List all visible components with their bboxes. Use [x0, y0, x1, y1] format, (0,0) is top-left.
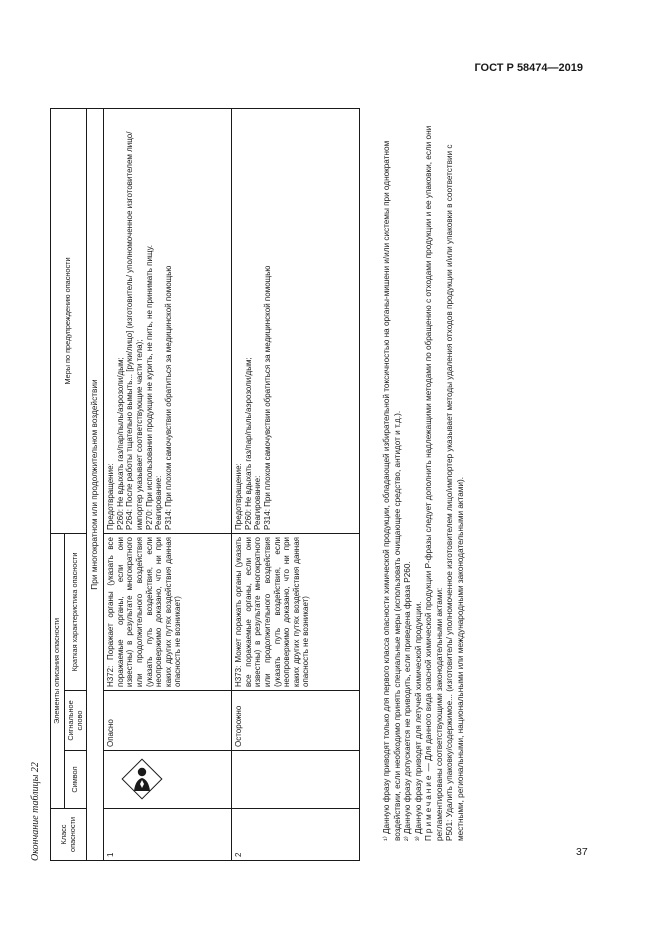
measures-cell [232, 108, 360, 533]
measure-line: Предотвращение: [234, 463, 244, 530]
measure-line: Реагирование: [253, 475, 263, 530]
brief-cell: H372: Поражает органы (указать все поражаемые органы, если они известны) в результате многократного или продолжительного воздействия (указать путь воздействия, если неопровержимо доказано, что ни при каких других путях воздействия данная опасность не возникает) [104, 533, 232, 690]
document-header: ГОСТ Р 58474—2019 [474, 62, 583, 74]
measure-line: P260: Не вдыхать газ/пар/пыль/аэрозоли/дым; [115, 357, 125, 530]
brief-cell: H373: Может поражать органы (указать все поражаемые органы, если они известны) в результате многократного или продолжительного воздействия (указать путь воздействия, если неопровержимо доказано, что ни при каких других путях воздействия данная опасность не возникает) [232, 533, 360, 690]
symbol-cell [232, 751, 360, 809]
health-hazard-icon [120, 758, 164, 802]
footnote-3: ³⁾ Данную фразу приводят для летучей химической продукции. [413, 601, 423, 841]
measures-cell [104, 108, 232, 533]
section-title: При многократном или продолжительном воздействии [87, 108, 104, 860]
note [424, 109, 445, 861]
note-label: Примечание [424, 773, 433, 841]
page-number: 37 [576, 846, 588, 858]
col-measures-header: Меры по предупреждению опасности [51, 108, 87, 533]
signal-word-cell: Опасно [104, 691, 232, 751]
signal-word-cell: Осторожно [232, 691, 360, 751]
class-cell: 2 [232, 809, 360, 861]
class-cell: 1 [104, 809, 232, 861]
footnotes [382, 109, 466, 861]
footnote-2: ²⁾ Данную фразу допускается не приводить, если приведена фраза P260. [403, 561, 412, 841]
col-elements-header: Элементы описания опасности [51, 533, 65, 808]
measure-line: P270: При использовании продукции не курить, не пить, не принимать пищу. [144, 244, 154, 530]
measure-line: P264: После работы тщательно вымыть... [руки/лицо] (изготовитель/ уполномоченное изготовителем лицо/импортер указывает соответствующие части тела); [125, 131, 144, 530]
table-row [104, 108, 232, 860]
col-brief-header: Краткая характеристика опасности [64, 533, 87, 690]
hazard-table [50, 108, 360, 861]
measure-line: P314: При плохом самочувствии обратиться за медицинской помощью [163, 265, 173, 530]
note-text: — Для данного вида опасной химической продукции Р-фразы следует дополнить надлежащими методами по обращению с отходами продукции и ее упаковки, если они регламентированы соответствующими законодательными актами: [424, 125, 444, 841]
rotated-content [30, 81, 495, 861]
table-caption: Окончание таблицы 22 [30, 762, 41, 861]
measure-line: P314: При плохом самочувствии обратиться за медицинской помощью [262, 265, 272, 530]
table-row [232, 108, 360, 860]
footnote-1: ¹⁾ Данную фразу приводят только для первого класса опасности химической продукции, обладающей избирательной токсичностью на органы-мишени и/или системы при однократном воздействии, если необходимо принять специальные меры (использовать очищающее средство, антидот и т.д.). [382, 140, 402, 841]
measure-line: Реагирование: [154, 475, 164, 530]
measure-line: Предотвращение: [106, 463, 116, 530]
col-symbol-header: Символ [64, 751, 87, 809]
measure-line: P260: Не вдыхать газ/пар/пыль/аэрозоли/дым; [243, 357, 253, 530]
symbol-cell [104, 751, 232, 809]
col-class-header: Класс опасности [51, 809, 87, 861]
col-signal-header: Сигнальное слово [64, 691, 87, 751]
p501-note: P501: Удалить упаковку/содержимое... (изготовитель/ уполномоченное изготовителем лицо/импортер указывает методы удаления отходов продукции и/или упаковки в соответствии с местными, региональными, национальными или международными законодательными актами). [445, 144, 465, 841]
